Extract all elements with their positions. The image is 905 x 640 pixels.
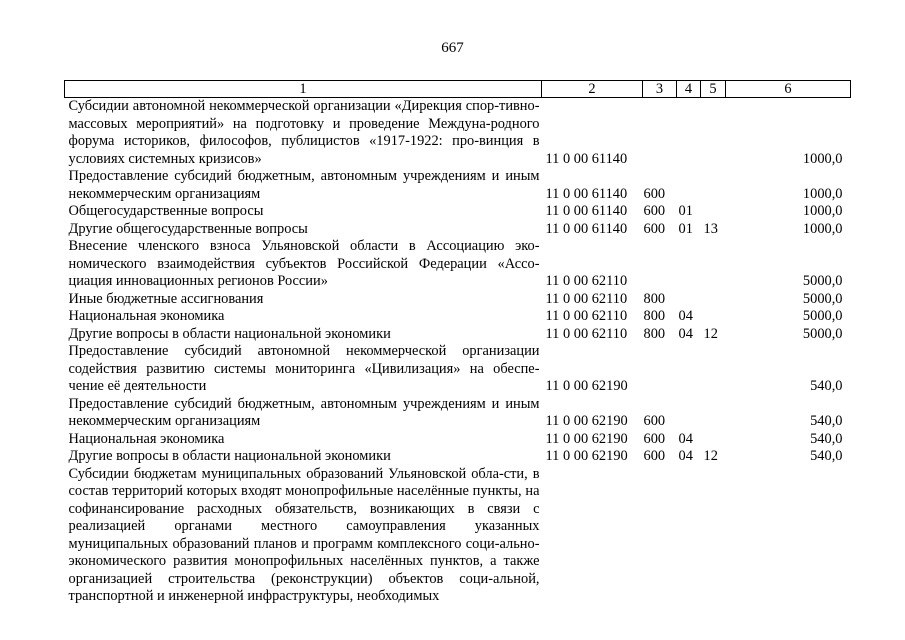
row-target-article: 11 0 00 62110: [545, 308, 628, 324]
row-subsection: [701, 431, 726, 449]
table-row: [65, 343, 851, 396]
row-amount: 1000,0: [802, 220, 843, 237]
row-subsection: [701, 291, 726, 309]
row-expense-type: [643, 466, 677, 606]
row-subsection: [701, 466, 726, 606]
row-expense-type: [643, 98, 677, 169]
row-amount: 5000,0: [802, 308, 843, 324]
row-target-article: 11 0 00 61140: [545, 150, 628, 167]
table-row: [65, 448, 851, 466]
row-section: [677, 343, 701, 396]
header-col-2: 2: [542, 81, 643, 98]
row-section: [677, 168, 701, 203]
row-section: 04: [678, 430, 693, 447]
row-name: Внесение членского взноса Ульяновской области в Ассоциацию эко-номического взаимодействия субъектов Российской Федерации «Ассо-циация инновационных регионов России»: [68, 238, 540, 289]
row-expense-type: 600: [643, 413, 666, 429]
row-amount: 5000,0: [802, 273, 843, 289]
row-amount: 540,0: [810, 430, 843, 447]
row-subsection: 12: [703, 325, 718, 342]
row-subsection: 12: [703, 448, 718, 464]
row-amount: 540,0: [810, 378, 843, 394]
row-expense-type: 600: [643, 185, 666, 202]
row-amount: [726, 466, 851, 606]
row-subsection: 13: [703, 220, 718, 237]
row-name: Предоставление субсидий автономной некоммерческой организации содействия развитию системы мониторинга «Цивилизация» на обеспе-чение её деятельности: [68, 343, 540, 394]
row-section: [677, 396, 701, 431]
header-col-5: 5: [701, 81, 726, 98]
table-row: [65, 221, 851, 239]
row-name: Национальная экономика: [68, 308, 225, 324]
row-subsection: [701, 168, 726, 203]
row-target-article: 11 0 00 62190: [545, 448, 628, 464]
row-name: Иные бюджетные ассигнования: [68, 290, 264, 307]
table-row: [65, 308, 851, 326]
row-expense-type: [643, 238, 677, 291]
table-row: [65, 238, 851, 291]
row-expense-type: 800: [643, 290, 666, 307]
row-expense-type: 600: [643, 220, 666, 237]
row-target-article: [542, 466, 643, 606]
row-expense-type: 600: [643, 448, 666, 464]
row-section: [677, 291, 701, 309]
row-amount: 5000,0: [802, 325, 843, 342]
header-col-6: 6: [726, 81, 851, 98]
header-col-4: 4: [677, 81, 701, 98]
row-subsection: [701, 98, 726, 169]
row-target-article: 11 0 00 62190: [545, 378, 628, 394]
row-target-article: 11 0 00 62110: [545, 290, 628, 307]
row-name: Национальная экономика: [68, 430, 225, 447]
row-target-article: 11 0 00 62190: [545, 430, 628, 447]
table-row: [65, 326, 851, 344]
row-section: 04: [678, 325, 693, 342]
row-amount: 540,0: [810, 413, 843, 429]
row-subsection: [701, 343, 726, 396]
row-target-article: 11 0 00 62190: [545, 413, 628, 429]
table-row: [65, 98, 851, 169]
header-col-3: 3: [643, 81, 677, 98]
row-expense-type: [643, 343, 677, 396]
row-name: Другие вопросы в области национальной экономики: [68, 448, 391, 464]
row-section: 04: [678, 308, 693, 324]
row-amount: 1000,0: [802, 150, 843, 167]
row-amount: 5000,0: [802, 290, 843, 307]
row-expense-type: 600: [643, 430, 666, 447]
row-name: Общегосударственные вопросы: [68, 203, 264, 219]
table-row: [65, 431, 851, 449]
row-subsection: [701, 203, 726, 221]
table-row: [65, 203, 851, 221]
row-name: Субсидии автономной некоммерческой организации «Дирекция спор-тивно-массовых мероприятий» на подготовку и проведение Междуна-родного форума историков, философов, публицистов «1917-1922: про-винция в условиях системных кризисов»: [68, 98, 540, 167]
table-row: [65, 396, 851, 431]
row-amount: 1000,0: [802, 185, 843, 202]
row-amount: 540,0: [810, 448, 843, 464]
row-section: [677, 98, 701, 169]
row-target-article: 11 0 00 62110: [545, 325, 628, 342]
row-name: Субсидии бюджетам муниципальных образований Ульяновской обла-сти, в состав территорий которых входят монопрофильные населённые пункты, на софинансирование расходных обязательств, возникающих в связи с реализацией органами местного самоуправления указанных муниципальных образований планов и программ комплексного соци-ально-экономического развития монопрофильных населённых пунктов, а также организацией строительства (реконструкции) объектов соци-альной, транспортной и инженерной инфраструктуры, необходимых: [68, 465, 540, 604]
row-target-article: 11 0 00 61140: [545, 185, 628, 202]
row-expense-type: 800: [643, 325, 666, 342]
row-name: Другие вопросы в области национальной экономики: [68, 325, 391, 342]
row-section: 04: [678, 448, 693, 464]
page-number: 667: [441, 40, 464, 56]
row-subsection: [701, 238, 726, 291]
row-name: Предоставление субсидий бюджетным, автономным учреждениям и иным некоммерческим организациям: [68, 395, 540, 429]
row-target-article: 11 0 00 62110: [545, 273, 628, 289]
header-col-1: 1: [65, 81, 542, 98]
row-section: 01: [678, 220, 693, 237]
row-name: Предоставление субсидий бюджетным, автономным учреждениям и иным некоммерческим организациям: [68, 168, 540, 202]
header-row: [65, 81, 851, 98]
table-row: [65, 168, 851, 203]
row-expense-type: 800: [643, 308, 666, 324]
row-amount: 1000,0: [802, 203, 843, 219]
row-section: [677, 466, 701, 606]
row-section: [677, 238, 701, 291]
row-expense-type: 600: [643, 203, 666, 219]
table-row: [65, 291, 851, 309]
row-name: Другие общегосударственные вопросы: [68, 220, 308, 237]
table-row: [65, 466, 851, 606]
row-target-article: 11 0 00 61140: [545, 203, 628, 219]
row-target-article: 11 0 00 61140: [545, 220, 628, 237]
row-subsection: [701, 396, 726, 431]
row-subsection: [701, 308, 726, 326]
budget-table: [64, 80, 851, 606]
row-section: 01: [678, 203, 693, 219]
